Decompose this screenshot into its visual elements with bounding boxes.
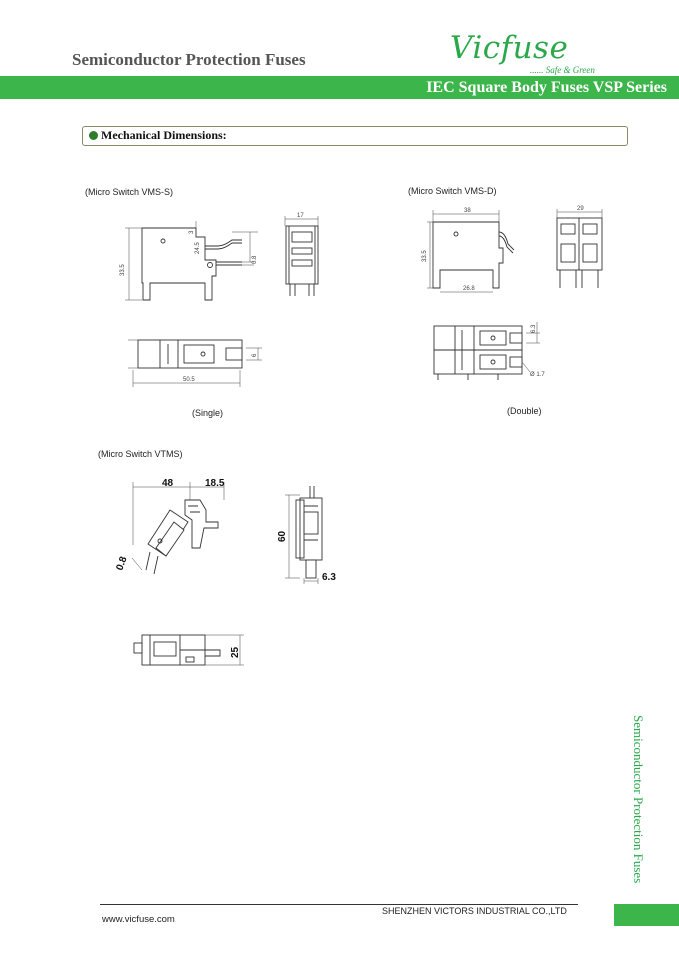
vms-d-caption: (Micro Switch VMS-D) bbox=[408, 186, 497, 196]
dim-6: 6 bbox=[252, 353, 258, 357]
brand-logo: Vicfuse bbox=[450, 30, 569, 66]
vms-s-side-view bbox=[285, 213, 318, 296]
dim-33-5-d: 33.5 bbox=[422, 250, 428, 262]
dim-29: 29 bbox=[577, 206, 584, 212]
dim-17: 17 bbox=[297, 213, 304, 219]
footer-divider bbox=[100, 904, 578, 905]
dim-24-5: 24.5 bbox=[195, 242, 201, 254]
vtms-top-view bbox=[134, 635, 244, 665]
section-title: Mechanical Dimensions: bbox=[101, 128, 227, 142]
dim-0-8: 0.8 bbox=[252, 255, 258, 264]
dim-38: 38 bbox=[464, 208, 471, 214]
header-title: Semiconductor Protection Fuses bbox=[72, 50, 306, 69]
series-title: IEC Square Body Fuses VSP Series bbox=[426, 79, 667, 96]
dim-60: 60 bbox=[277, 530, 288, 542]
dim-3: 3 bbox=[189, 230, 195, 234]
vms-d-top-view bbox=[434, 322, 545, 380]
vms-s-front-view bbox=[120, 221, 258, 300]
vtms-front-view bbox=[114, 478, 224, 574]
dim-26-8: 26.8 bbox=[463, 286, 475, 292]
vtms-caption: (Micro Switch VTMS) bbox=[98, 449, 183, 459]
side-green-bar bbox=[614, 904, 679, 926]
dim-6-3-vtms: 6.3 bbox=[322, 572, 336, 583]
double-caption: (Double) bbox=[507, 406, 542, 416]
dim-50-5: 50.5 bbox=[183, 377, 195, 383]
dim-18-5: 18.5 bbox=[205, 478, 225, 489]
dim-dia-1-7: Ø 1.7 bbox=[530, 372, 545, 378]
vms-s-top-view bbox=[128, 340, 262, 387]
single-caption: (Single) bbox=[192, 408, 224, 418]
dim-48: 48 bbox=[162, 478, 174, 489]
vms-s-caption: (Micro Switch VMS-S) bbox=[85, 187, 174, 197]
vms-d-front-view bbox=[422, 208, 514, 292]
footer-url[interactable]: www.vicfuse.com bbox=[102, 914, 175, 925]
dim-0-8-vtms: 0.8 bbox=[114, 555, 130, 573]
footer-company: SHENZHEN VICTORS INDUSTRIAL CO.,LTD bbox=[382, 906, 567, 916]
vtms-side-view bbox=[277, 486, 336, 584]
brand-tagline: ...... Safe & Green bbox=[530, 65, 595, 75]
dim-6-3-d: 6.3 bbox=[531, 324, 537, 333]
side-label: Semiconductor Protection Fuses bbox=[631, 715, 646, 884]
dim-25: 25 bbox=[230, 646, 241, 658]
vms-d-side-view bbox=[557, 206, 602, 288]
dim-33-5: 33.5 bbox=[120, 264, 126, 276]
